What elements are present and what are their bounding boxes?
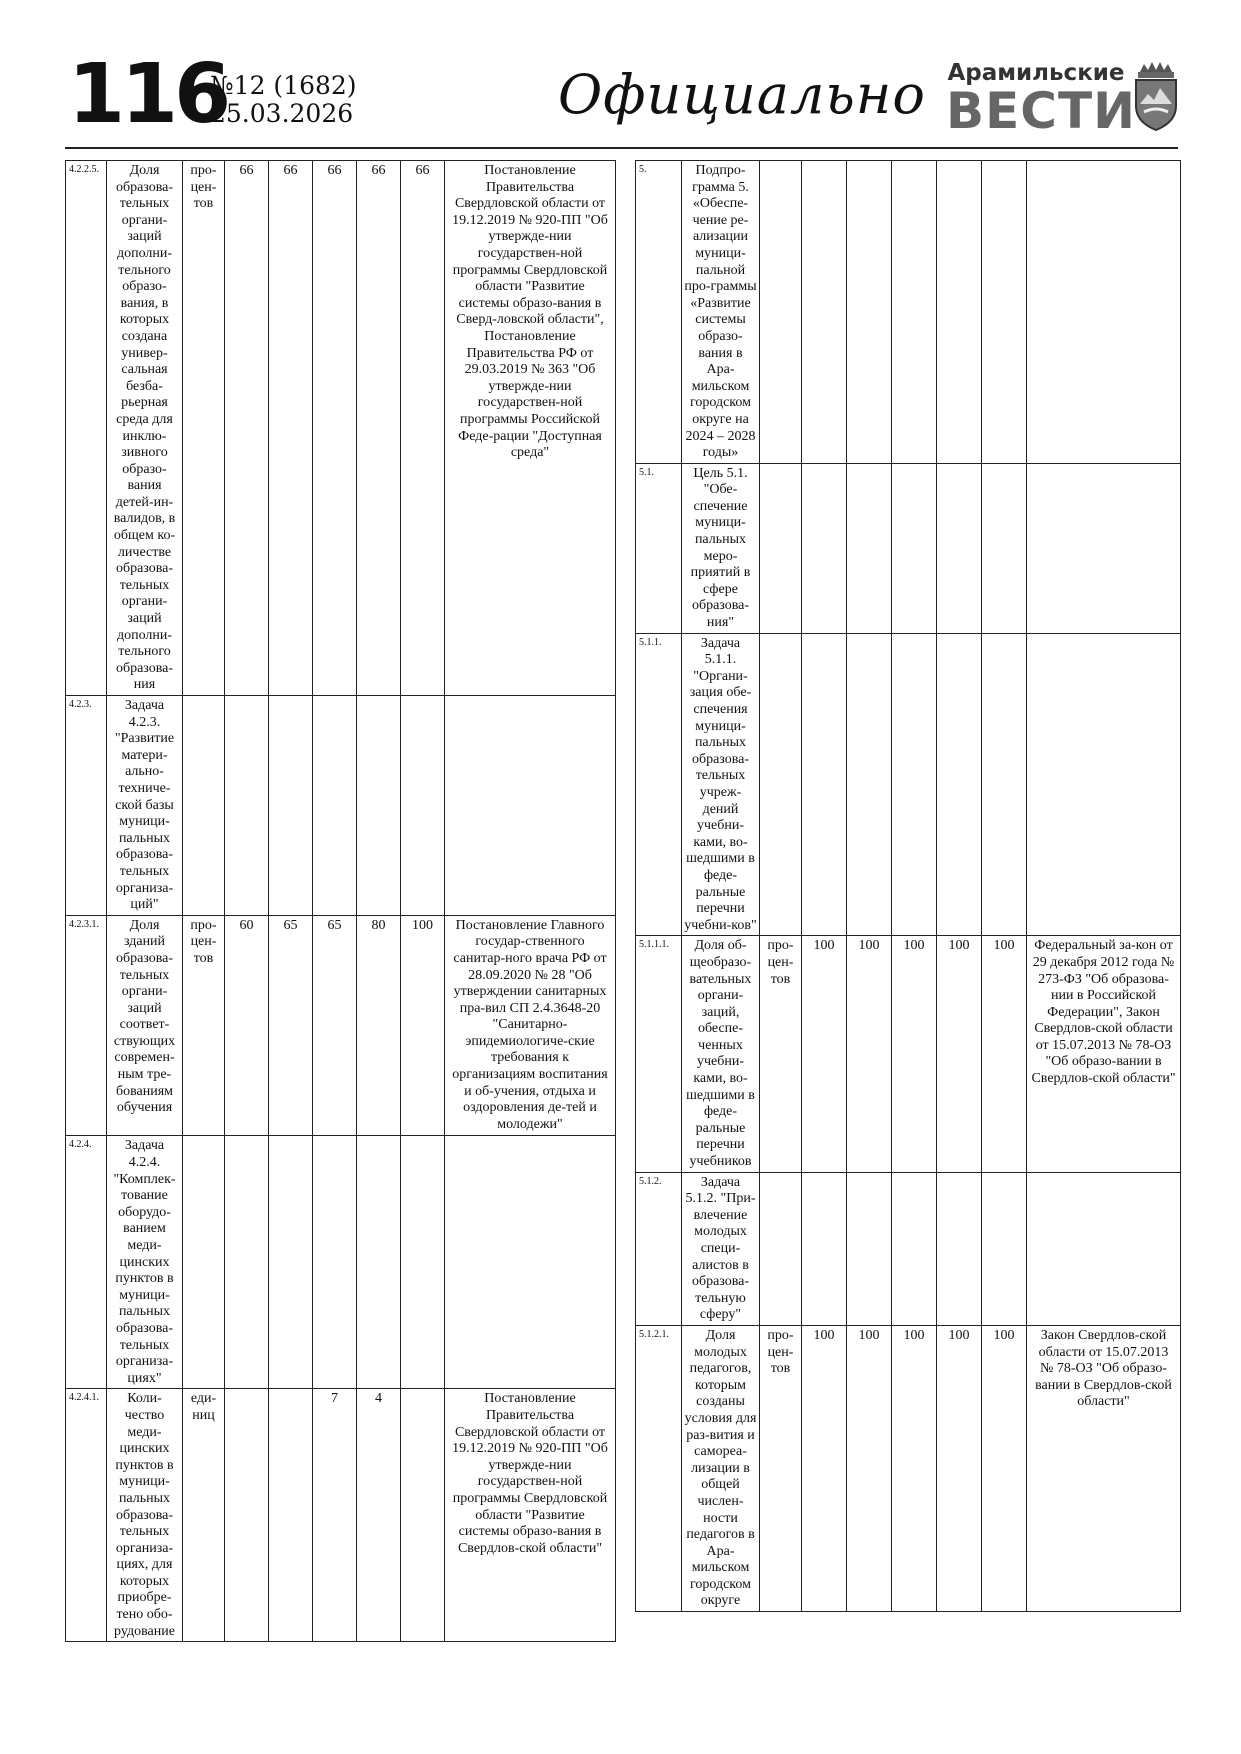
- indicator-name: Коли-чество меди-цинских пунктов в муници-пальных образова-тельных организа-циях, для которых приобре-тено обо-рудование: [107, 1389, 183, 1642]
- indicator-name: Доля зданий образова-тельных органи-заций соответ-ствующих современ-ным тре-бованиям обучения: [107, 915, 183, 1136]
- value-2024: [225, 1389, 269, 1642]
- value-2027: 100: [937, 1325, 982, 1611]
- legal-basis: [1027, 161, 1181, 464]
- value-2026: 100: [892, 936, 937, 1172]
- legal-basis: Постановление Главного государ-ственного санитар-ного врача РФ от 28.09.2020 № 28 "Об утверждении санитарных пра-вил СП 2.4.3648-20 "Санитарно-эпидемиологиче-ские требования к организациям воспитания и об-учения, отдыха и оздоровления де-тей и молодежи": [445, 915, 616, 1136]
- value-2024: 66: [225, 161, 269, 696]
- value-2027: [357, 696, 401, 916]
- right-indicator-table: [635, 160, 1181, 1612]
- value-2026: 100: [892, 1325, 937, 1611]
- value-2025: 66: [269, 161, 313, 696]
- left-indicator-table: [65, 160, 616, 1642]
- page-number: 116: [68, 47, 228, 142]
- logo-top-word: Арамильские: [947, 60, 1125, 86]
- row-number: 5.1.2.1.: [636, 1325, 682, 1611]
- row-number: 4.2.3.1.: [66, 915, 107, 1136]
- value-2026: 66: [313, 161, 357, 696]
- row-number: 4.2.4.1.: [66, 1389, 107, 1642]
- value-2028: [982, 633, 1027, 936]
- unit-cell: еди-ниц: [183, 1389, 225, 1642]
- table-row: [66, 1389, 616, 1642]
- value-2024: [225, 696, 269, 916]
- unit-cell: про-цен-тов: [760, 1325, 802, 1611]
- value-2026: 7: [313, 1389, 357, 1642]
- value-2024: [802, 1172, 847, 1325]
- legal-basis: [445, 696, 616, 916]
- value-2027: [357, 1136, 401, 1389]
- value-2028: [982, 1172, 1027, 1325]
- table-row: [636, 936, 1181, 1172]
- value-2026: [313, 1136, 357, 1389]
- value-2025: 65: [269, 915, 313, 1136]
- value-2024: 100: [802, 936, 847, 1172]
- value-2026: 65: [313, 915, 357, 1136]
- value-2026: [892, 463, 937, 633]
- unit-cell: [760, 161, 802, 464]
- unit-cell: про-цен-тов: [183, 161, 225, 696]
- value-2028: 100: [401, 915, 445, 1136]
- legal-basis: Закон Свердлов-ской области от 15.07.2013 № 78-ОЗ "Об образо-вании в Свердлов-ской области": [1027, 1325, 1181, 1611]
- value-2026: [313, 696, 357, 916]
- left-table-column: [65, 160, 615, 1642]
- issue-block: [210, 72, 357, 128]
- value-2027: 80: [357, 915, 401, 1136]
- legal-basis: [1027, 633, 1181, 936]
- coat-of-arms-icon: [1130, 60, 1180, 132]
- issue-date: 25.03.2026: [210, 99, 354, 128]
- row-number: 5.1.: [636, 463, 682, 633]
- legal-basis: [445, 1136, 616, 1389]
- value-2025: [847, 633, 892, 936]
- value-2027: [937, 1172, 982, 1325]
- value-2026: [892, 1172, 937, 1325]
- row-number: 5.1.1.: [636, 633, 682, 936]
- value-2025: [847, 1172, 892, 1325]
- indicator-name: Задача 4.2.4. "Комплек-тование оборудо-ванием меди-цинских пунктов в муници-пальных образова-тельных организа-циях": [107, 1136, 183, 1389]
- unit-cell: [760, 633, 802, 936]
- value-2025: [269, 1136, 313, 1389]
- value-2027: 4: [357, 1389, 401, 1642]
- value-2024: [802, 161, 847, 464]
- unit-cell: [183, 1136, 225, 1389]
- table-row: [66, 161, 616, 696]
- indicator-name: Доля об-щеобразо-вательных органи-заций, обеспе-ченных учебни-ками, во-шедшими в феде-ральные перечни учебников: [682, 936, 760, 1172]
- header-rule: [65, 147, 1178, 149]
- table-row: [66, 696, 616, 916]
- value-2028: 100: [982, 936, 1027, 1172]
- indicator-name: Подпро-грамма 5. «Обеспе-чение ре-ализации муници-пальной про-граммы «Развитие системы образо-вания в Ара-мильском городском округе на 2024 – 2028 годы»: [682, 161, 760, 464]
- value-2027: [937, 161, 982, 464]
- value-2028: [982, 463, 1027, 633]
- value-2027: [937, 463, 982, 633]
- value-2025: [269, 1389, 313, 1642]
- value-2024: [802, 633, 847, 936]
- indicator-name: Цель 5.1. "Обе-спечение муници-пальных меро-приятий в сфере образова-ния": [682, 463, 760, 633]
- unit-cell: [760, 463, 802, 633]
- value-2027: 100: [937, 936, 982, 1172]
- legal-basis: Постановление Правительства Свердловской области от 19.12.2019 № 920-ПП "Об утвержде-нии государствен-ной программы Свердловской области "Развитие системы образо-вания в Свердлов-ской области": [445, 1389, 616, 1642]
- value-2025: 100: [847, 936, 892, 1172]
- value-2024: 60: [225, 915, 269, 1136]
- unit-cell: про-цен-тов: [760, 936, 802, 1172]
- indicator-name: Задача 4.2.3. "Развитие матери-ально-техниче-ской базы муници-пальных образова-тельных организа-ций": [107, 696, 183, 916]
- row-number: 5.1.1.1.: [636, 936, 682, 1172]
- value-2025: [847, 161, 892, 464]
- row-number: 4.2.3.: [66, 696, 107, 916]
- unit-cell: [760, 1172, 802, 1325]
- row-number: 5.1.2.: [636, 1172, 682, 1325]
- issue-number: №12 (1682): [210, 71, 357, 100]
- newspaper-logo: [946, 60, 1136, 140]
- value-2028: [401, 1136, 445, 1389]
- value-2028: 66: [401, 161, 445, 696]
- table-row: [636, 463, 1181, 633]
- row-number: 5.: [636, 161, 682, 464]
- value-2024: 100: [802, 1325, 847, 1611]
- table-row: [636, 1172, 1181, 1325]
- value-2027: [937, 633, 982, 936]
- table-row: [66, 915, 616, 1136]
- table-row: [636, 633, 1181, 936]
- row-number: 4.2.4.: [66, 1136, 107, 1389]
- value-2027: 66: [357, 161, 401, 696]
- row-number: 4.2.2.5.: [66, 161, 107, 696]
- legal-basis: [1027, 463, 1181, 633]
- value-2024: [225, 1136, 269, 1389]
- value-2028: [982, 161, 1027, 464]
- indicator-name: Доля образова-тельных органи-заций дополни-тельного образо-вания, в которых создана универ-сальная безба-рьерная среда для инклю-зивного образо-вания детей-ин-валидов, в общем ко-личестве образова-тельных органи-заций дополни-тельного образова-ния: [107, 161, 183, 696]
- indicator-name: Задача 5.1.1. "Органи-зация обе-спечения муници-пальных образова-тельных учреж-дений учебни-ками, во-шедшими в феде-ральные перечни учебни-ков": [682, 633, 760, 936]
- table-row: [636, 1325, 1181, 1611]
- right-table-column: [635, 160, 1180, 1612]
- value-2028: [401, 1389, 445, 1642]
- value-2024: [802, 463, 847, 633]
- section-title: Официально: [558, 63, 926, 126]
- indicator-name: Задача 5.1.2. "При-влечение молодых специ-алистов в образова-тельную сферу": [682, 1172, 760, 1325]
- value-2028: 100: [982, 1325, 1027, 1611]
- value-2028: [401, 696, 445, 916]
- table-row: [66, 1136, 616, 1389]
- value-2025: [269, 696, 313, 916]
- indicator-name: Доля молодых педагогов, которым созданы условия для раз-вития и самореа-лизации в общей числен-ности педагогов в Ара-мильском городском округе: [682, 1325, 760, 1611]
- page-header: [68, 47, 1180, 144]
- unit-cell: [183, 696, 225, 916]
- value-2025: 100: [847, 1325, 892, 1611]
- legal-basis: Федеральный за-кон от 29 декабря 2012 года № 273-ФЗ "Об образова-нии в Российской Федерации", Закон Свердлов-ской области от 15.07.2013 № 78-ОЗ "Об образо-вании в Свердлов-ской области": [1027, 936, 1181, 1172]
- value-2026: [892, 633, 937, 936]
- table-row: [636, 161, 1181, 464]
- unit-cell: про-цен-тов: [183, 915, 225, 1136]
- logo-main-word: ВЕСТИ: [946, 82, 1136, 140]
- legal-basis: [1027, 1172, 1181, 1325]
- value-2025: [847, 463, 892, 633]
- legal-basis: Постановление Правительства Свердловской области от 19.12.2019 № 920-ПП "Об утвержде-нии государствен-ной программы Свердловской области "Развитие системы образо-вания в Сверд-ловской области", Постановление Правительства РФ от 29.03.2019 № 363 "Об утвержде-нии государствен-ной программы Российской Феде-рации "Доступная среда": [445, 161, 616, 696]
- value-2026: [892, 161, 937, 464]
